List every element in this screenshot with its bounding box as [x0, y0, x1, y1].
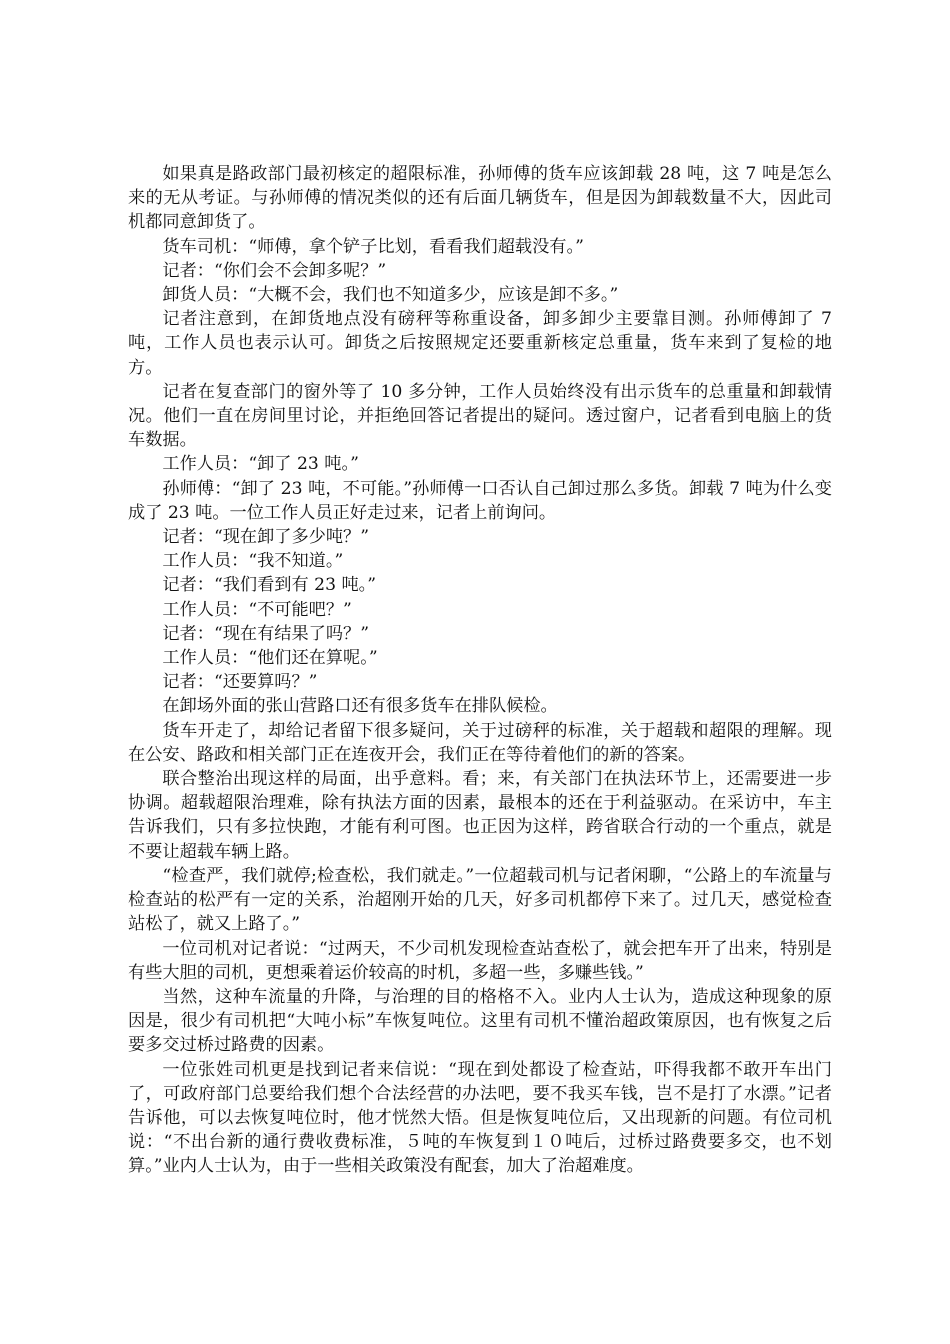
paragraph: 工作人员：“不可能吧？” — [162, 599, 352, 620]
paragraph: 一位张姓司机更是找到记者来信说：“现在到处都设了检查站，吓得我都不敢开车出门了，可政府部门总要给我们想个合法经营的办法吧，要不我买车钱，岂不是打了水漂。”记者告诉他，可以去恢复吨位时，他才恍然大悟。但是恢复吨位后，又出现新的问题。有位司机说：“不出台新的通行费收费标准，５吨的车恢复到１０吨后，过桥过路费要多交，也不划算。”业内人士认为，由于一些相关政策没有配套，加大了治超难度。 — [128, 1059, 832, 1177]
paragraph: 记者注意到，在卸货地点没有磅秤等称重设备，卸多卸少主要靠目测。孙师傅卸了 7 吨，工作人员也表示认可。卸货之后按照规定还要重新核定总重量，货车来到了复检的地方。 — [128, 309, 832, 378]
paragraph: 记者：“现在卸了多少吨？” — [162, 527, 370, 548]
paragraph: 工作人员：“卸了 23 吨。” — [162, 454, 359, 475]
paragraph: 记者在复查部门的窗外等了 10 多分钟，工作人员始终没有出示货车的总重量和卸载情况。他们一直在房间里讨论，并拒绝回答记者提出的疑问。透过窗户，记者看到电脑上的货车数据。 — [128, 381, 832, 451]
paragraph: 一位司机对记者说：“过两天，不少司机发现检查站查松了，就会把车开了出来，特别是有些大胆的司机，更想乘着运价较高的时机，多超一些，多赚些钱。” — [128, 938, 832, 983]
paragraph: “检查严，我们就停;检查松，我们就走。”一位超载司机与记者闲聊，“公路上的车流量与检查站的松严有一定的关系，治超刚开始的几天，好多司机都停下来了。过几天，感觉检查站松了，就又上路了。” — [128, 865, 832, 935]
paragraph: 联合整治出现这样的局面，出乎意料。看；来，有关部门在执法环节上，还需要进一步协调。超载超限治理难，除有执法方面的因素，最根本的还在于利益驱动。在采访中，车主告诉我们，只有多拉快跑，才能有利可图。也正因为这样，跨省联合行动的一个重点，就是不要让超载车辆上路。 — [128, 769, 832, 862]
paragraph: 记者：“现在有结果了吗？” — [162, 623, 370, 644]
paragraph: 工作人员：“他们还在算呢。” — [162, 648, 378, 669]
paragraph: 孙师傅：“卸了 23 吨，不可能。”孙师傅一口否认自己卸过那么多货。卸载 7 吨为什么变成了 23 吨。一位工作人员正好走过来，记者上前询问。 — [128, 478, 832, 523]
article-body — [128, 162, 832, 1179]
paragraph: 记者：“我们看到有 23 吨。” — [162, 575, 377, 596]
paragraph: 货车司机：“师傅，拿个铲子比划，看看我们超载没有。” — [162, 236, 584, 257]
paragraph: 当然，这种车流量的升降，与治理的目的格格不入。业内人士认为，造成这种现象的原因是，很少有司机把“大吨小标”车恢复吨位。这里有司机不懂治超政策原因，也有恢复之后要多交过桥过路费的因素。 — [128, 986, 832, 1056]
paragraph: 如果真是路政部门最初核定的超限标准，孙师傅的货车应该卸载 28 吨，这 7 吨是怎么来的无从考证。与孙师傅的情况类似的还有后面几辆货车，但是因为卸载数量不大，因此司机都同意卸货了。 — [128, 164, 832, 233]
paragraph: 货车开走了，却给记者留下很多疑问，关于过磅秤的标准，关于超载和超限的理解。现在公安、路政和相关部门正在连夜开会，我们正在等待着他们的新的答案。 — [128, 720, 832, 765]
paragraph: 工作人员：“我不知道。” — [162, 551, 344, 572]
paragraph: 记者：“还要算吗？” — [162, 672, 318, 693]
paragraph: 卸货人员：“大概不会，我们也不知道多少，应该是卸不多。” — [162, 285, 619, 306]
paragraph: 记者：“你们会不会卸多呢？” — [162, 260, 387, 281]
paragraph: 在卸场外面的张山营路口还有很多货车在排队候检。 — [162, 696, 558, 717]
